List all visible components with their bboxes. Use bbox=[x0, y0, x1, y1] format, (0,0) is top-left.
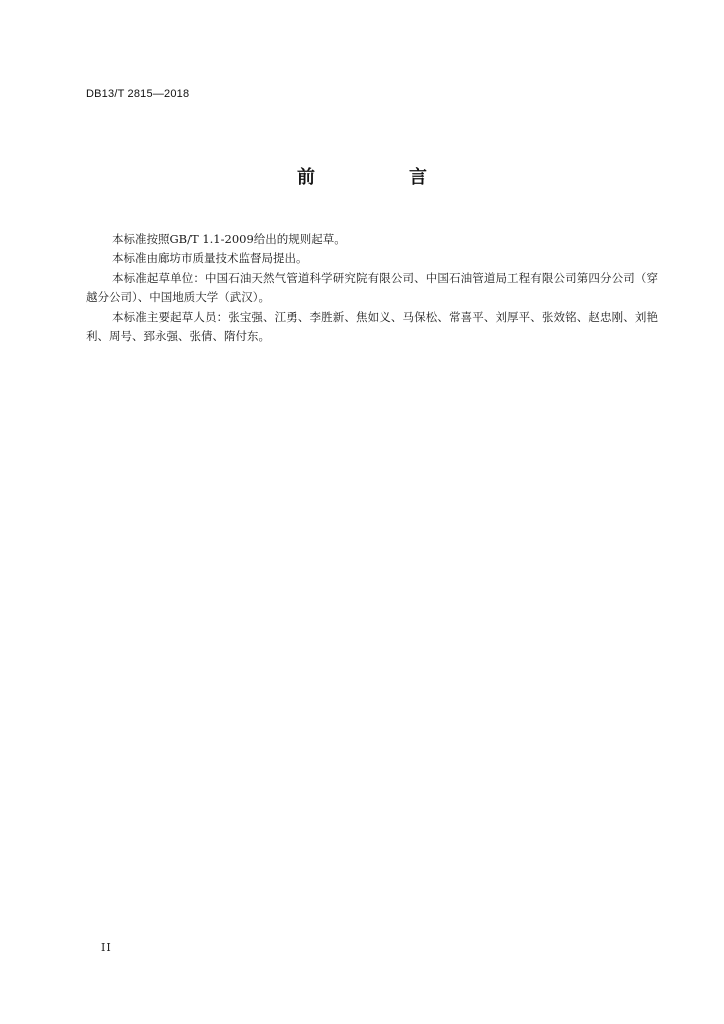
paragraph-drafters: 本标准主要起草人员：张宝强、江勇、李胜新、焦如义、马保松、常喜平、刘厚平、张效铭、赵忠刚、刘艳利、周号、郅永强、张倩、隋付东。 bbox=[86, 309, 658, 344]
standard-code: DB13/T 2815—2018 bbox=[86, 88, 190, 100]
foreword-body bbox=[86, 230, 658, 346]
paragraph-drafting-units: 本标准起草单位：中国石油天然气管道科学研究院有限公司、中国石油管道局工程有限公司第四分公司（穿越分公司）、中国地质大学（武汉）。 bbox=[86, 270, 658, 305]
paragraph-drafting-rules: 本标准按照GB/T 1.1-2009给出的规则起草。 bbox=[112, 232, 346, 246]
page-title: 前 言 bbox=[297, 167, 465, 188]
paragraph-proposer: 本标准由廊坊市质量技术监督局提出。 bbox=[112, 251, 308, 266]
page-number: II bbox=[101, 941, 112, 954]
